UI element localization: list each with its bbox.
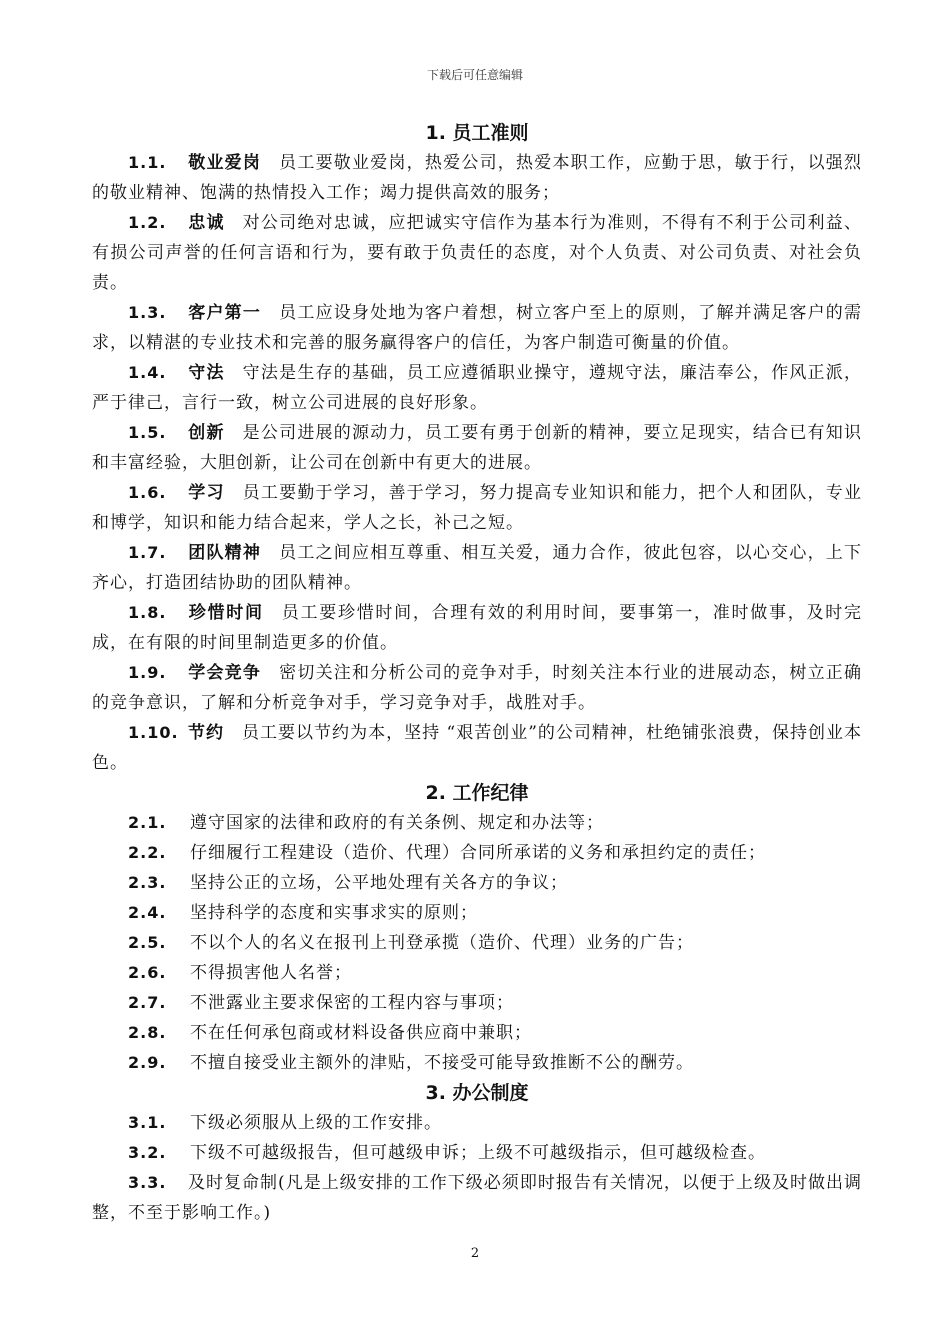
list-item (92, 1048, 862, 1078)
rule-paragraph (92, 298, 862, 358)
rule-paragraph (92, 718, 862, 778)
item-text: 坚持公正的立场，公平地处理有关各方的争议； (190, 873, 568, 893)
item-text: 及时复命制(凡是上级安排的工作下级必须即时报告有关情况，以便于上级及时做出调整，不至于影响工作。) (92, 1173, 862, 1223)
rule-paragraph (92, 478, 862, 538)
rule-keyword: 节约 (188, 723, 225, 743)
document-body (92, 118, 862, 1228)
rule-keyword: 创新 (188, 423, 225, 443)
rule-number: 1.1. (128, 153, 167, 172)
item-number: 2.7. (128, 993, 167, 1012)
rule-paragraph (92, 208, 862, 298)
rule-keyword: 客户第一 (188, 303, 262, 323)
rule-keyword: 团队精神 (188, 543, 262, 563)
list-item (92, 1018, 862, 1048)
rule-number: 1.8. (128, 603, 167, 622)
rule-paragraph (92, 148, 862, 208)
item-text: 不擅自接受业主额外的津贴，不接受可能导致推断不公的酬劳。 (190, 1053, 694, 1073)
section-1-paragraphs (92, 148, 862, 778)
list-item (92, 1168, 862, 1228)
item-number: 2.2. (128, 843, 167, 862)
rule-number: 1.6. (128, 483, 167, 502)
rule-keyword: 学会竞争 (188, 663, 262, 683)
list-item (92, 838, 862, 868)
page-header: 下载后可任意编辑 (426, 68, 523, 82)
list-item (92, 958, 862, 988)
item-number: 3.1. (128, 1113, 167, 1132)
item-number: 2.5. (128, 933, 167, 952)
item-text: 下级不可越级报告，但可越级申诉；上级不可越级指示，但可越级检查。 (190, 1143, 766, 1163)
item-number: 2.3. (128, 873, 167, 892)
item-number: 3.3. (128, 1173, 167, 1192)
list-item (92, 808, 862, 838)
item-number: 2.9. (128, 1053, 167, 1072)
item-number: 2.6. (128, 963, 167, 982)
rule-number: 1.10. (128, 723, 179, 742)
rule-text: 员工应设身处地为客户着想，树立客户至上的原则，了解并满足客户的需求，以精湛的专业技术和完善的服务赢得客户的信任，为客户制造可衡量的价值。 (92, 303, 863, 353)
rule-paragraph (92, 658, 862, 718)
rule-paragraph (92, 358, 862, 418)
section-title-3: 3. 办公制度 (425, 1082, 529, 1104)
rule-number: 1.7. (128, 543, 167, 562)
rule-text: 对公司绝对忠诚，应把诚实守信作为基本行为准则，不得有不利于公司利益、有损公司声誉的任何言语和行为，要有敢于负责任的态度，对个人负责、对公司负责、对社会负责。 (92, 213, 863, 293)
section-title-2: 2. 工作纪律 (425, 782, 529, 804)
rule-keyword: 守法 (188, 363, 225, 383)
rule-paragraph (92, 598, 862, 658)
list-item (92, 1108, 862, 1138)
list-item (92, 1138, 862, 1168)
rule-text: 员工要勤于学习，善于学习，努力提高专业知识和能力，把个人和团队，专业和博学，知识和能力结合起来，学人之长，补己之短。 (92, 483, 863, 533)
rule-keyword: 敬业爱岗 (188, 153, 262, 173)
item-number: 2.8. (128, 1023, 167, 1042)
item-text: 坚持科学的态度和实事求实的原则； (190, 903, 478, 923)
page-number: 2 (470, 1246, 480, 1261)
rule-text: 员工要敬业爱岗，热爱公司，热爱本职工作，应勤于思，敏于行，以强烈的敬业精神、饱满的热情投入工作；竭力提供高效的服务； (92, 153, 863, 203)
item-text: 不在任何承包商或材料设备供应商中兼职； (190, 1023, 532, 1043)
item-text: 不泄露业主要求保密的工程内容与事项； (190, 993, 514, 1013)
item-text: 遵守国家的法律和政府的有关条例、规定和办法等； (190, 813, 604, 833)
rule-text: 员工之间应相互尊重、相互关爱，通力合作，彼此包容，以心交心，上下齐心，打造团结协助的团队精神。 (92, 543, 863, 593)
rule-text: 守法是生存的基础，员工应遵循职业操守，遵规守法，廉洁奉公，作风正派，严于律己，言行一致，树立公司进展的良好形象。 (92, 363, 863, 413)
item-number: 2.1. (128, 813, 167, 832)
item-number: 2.4. (128, 903, 167, 922)
list-item (92, 898, 862, 928)
section-2-items (92, 808, 862, 1078)
rule-text: 员工要珍惜时间，合理有效的利用时间，要事第一，准时做事，及时完成，在有限的时间里制造更多的价值。 (92, 603, 863, 653)
list-item (92, 928, 862, 958)
rule-paragraph (92, 418, 862, 478)
list-item (92, 988, 862, 1018)
item-number: 3.2. (128, 1143, 167, 1162)
list-item (92, 868, 862, 898)
item-text: 下级必须服从上级的工作安排。 (190, 1113, 442, 1133)
rule-keyword: 学习 (188, 483, 225, 503)
rule-keyword: 珍惜时间 (188, 603, 264, 623)
rule-number: 1.2. (128, 213, 167, 232)
rule-number: 1.3. (128, 303, 167, 322)
item-text: 不以个人的名义在报刊上刊登承揽（造价、代理）业务的广告； (190, 933, 694, 953)
item-text: 仔细履行工程建设（造价、代理）合同所承诺的义务和承担约定的责任； (190, 843, 766, 863)
item-text: 不得损害他人名誉； (190, 963, 352, 983)
rule-paragraph (92, 538, 862, 598)
rule-number: 1.9. (128, 663, 167, 682)
rule-number: 1.4. (128, 363, 167, 382)
rule-number: 1.5. (128, 423, 167, 442)
rule-text: 是公司进展的源动力，员工要有勇于创新的精神，要立足现实，结合已有知识和丰富经验，大胆创新，让公司在创新中有更大的进展。 (92, 423, 863, 473)
section-3-items (92, 1108, 862, 1228)
rule-text: 密切关注和分析公司的竞争对手，时刻关注本行业的进展动态，树立正确的竞争意识，了解和分析竞争对手，学习竞争对手，战胜对手。 (92, 663, 863, 713)
rule-text: 员工要以节约为本，坚持 “艰苦创业”的公司精神，杜绝铺张浪费，保持创业本色。 (92, 723, 863, 773)
section-title-1: 1. 员工准则 (425, 122, 529, 144)
rule-keyword: 忠诚 (188, 213, 225, 233)
